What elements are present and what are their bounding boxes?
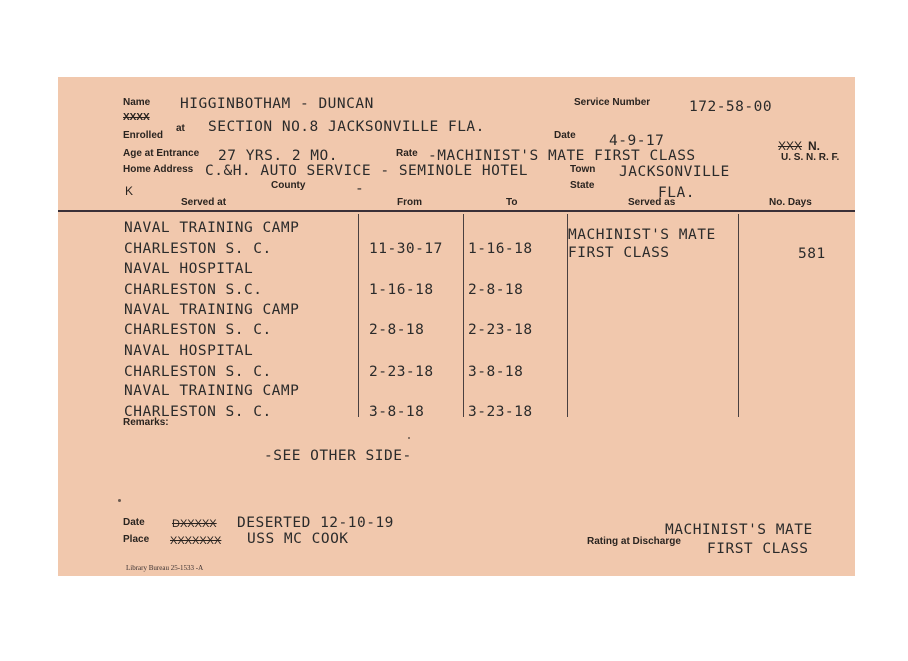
remarks-label: Remarks: (123, 417, 169, 428)
to-cell: 1-16-18 (468, 241, 533, 257)
county-value: - (355, 181, 365, 197)
rating-line2: FIRST CLASS (707, 541, 809, 557)
county-label: County (271, 180, 306, 191)
served-at-cell: NAVAL HOSPITAL (124, 343, 254, 359)
from-cell: 3-8-18 (369, 404, 425, 420)
from-cell: 2-23-18 (369, 364, 434, 380)
from-cell: 11-30-17 (369, 241, 443, 257)
served-at-cell: CHARLESTON S.C. (124, 282, 263, 298)
no-days-value: 581 (798, 246, 826, 262)
town-value: JACKSONVILLE (619, 164, 730, 180)
date-value: 4-9-17 (609, 133, 665, 149)
served-as-header: Served as (628, 197, 676, 208)
to-cell: 2-23-18 (468, 322, 533, 338)
name-value: HIGGINBOTHAM - DUNCAN (180, 96, 374, 112)
rating-at-discharge-label: Rating at Discharge (587, 536, 681, 547)
rating-line1: MACHINIST'S MATE (665, 522, 813, 538)
state-label: State (570, 180, 595, 191)
served-at-cell: NAVAL HOSPITAL (124, 261, 254, 277)
printer-mark: Library Bureau 25-1533 -A (126, 564, 204, 572)
to-header: To (506, 197, 518, 208)
home-address-label: Home Address (123, 164, 194, 175)
rate-label: Rate (396, 148, 418, 159)
served-at-cell: NAVAL TRAINING CAMP (124, 302, 300, 318)
footer-date-label: Date (123, 517, 145, 528)
served-at-cell: NAVAL TRAINING CAMP (124, 383, 300, 399)
service-number-label: Service Number (574, 97, 651, 108)
from-cell: 1-16-18 (369, 282, 434, 298)
branch-n: N. (808, 139, 820, 153)
enrolled-at-value: SECTION NO.8 JACKSONVILLE FLA. (208, 119, 485, 135)
service-record-card (58, 77, 855, 576)
from-header: From (397, 197, 422, 208)
enrolled-struck-label: XXXX (123, 112, 150, 123)
to-cell: 3-23-18 (468, 404, 533, 420)
age-at-entrance-label: Age at Entrance (123, 148, 200, 159)
footer-date-struck: DXXXXX (172, 518, 217, 530)
speck (118, 499, 121, 502)
enrolled-label: Enrolled (123, 130, 164, 141)
home-address-value: C.&H. AUTO SERVICE - SEMINOLE HOTEL (205, 163, 529, 179)
served-at-cell: CHARLESTON S. C. (124, 241, 272, 257)
no-days-header: No. Days (769, 197, 812, 208)
served-as-line2: FIRST CLASS (568, 245, 670, 261)
town-label: Town (570, 164, 596, 175)
name-label: Name (123, 97, 151, 108)
column-line-days (738, 214, 739, 417)
to-cell: 2-8-18 (468, 282, 524, 298)
footer-place-struck: XXXXXXX (170, 535, 222, 547)
header-rule (58, 210, 855, 212)
to-cell: 3-8-18 (468, 364, 524, 380)
speck (408, 437, 410, 439)
branch-struck: XXX (778, 139, 803, 153)
place-value: USS MC COOK (247, 531, 349, 547)
at-label: at (176, 123, 185, 134)
served-at-cell: CHARLESTON S. C. (124, 322, 272, 338)
column-line-to (463, 214, 464, 417)
state-value: FLA. (658, 185, 695, 201)
served-at-cell: CHARLESTON S. C. (124, 404, 272, 420)
served-at-header: Served at (181, 197, 227, 208)
k-mark: K (125, 184, 134, 198)
footer-place-label: Place (123, 534, 150, 545)
service-number-value: 172-58-00 (689, 99, 773, 115)
served-at-cell: CHARLESTON S. C. (124, 364, 272, 380)
usnrf-label: U. S. N. R. F. (781, 152, 840, 163)
served-at-cell: NAVAL TRAINING CAMP (124, 220, 300, 236)
from-cell: 2-8-18 (369, 322, 425, 338)
column-line-from (358, 214, 359, 417)
served-as-line1: MACHINIST'S MATE (568, 227, 716, 243)
date-label: Date (554, 130, 576, 141)
rate-value: -MACHINIST'S MATE FIRST CLASS (428, 148, 696, 164)
deserted-value: DESERTED 12-10-19 (237, 515, 394, 531)
age-value: 27 YRS. 2 MO. (218, 148, 338, 164)
see-other-side: -SEE OTHER SIDE- (264, 448, 412, 464)
